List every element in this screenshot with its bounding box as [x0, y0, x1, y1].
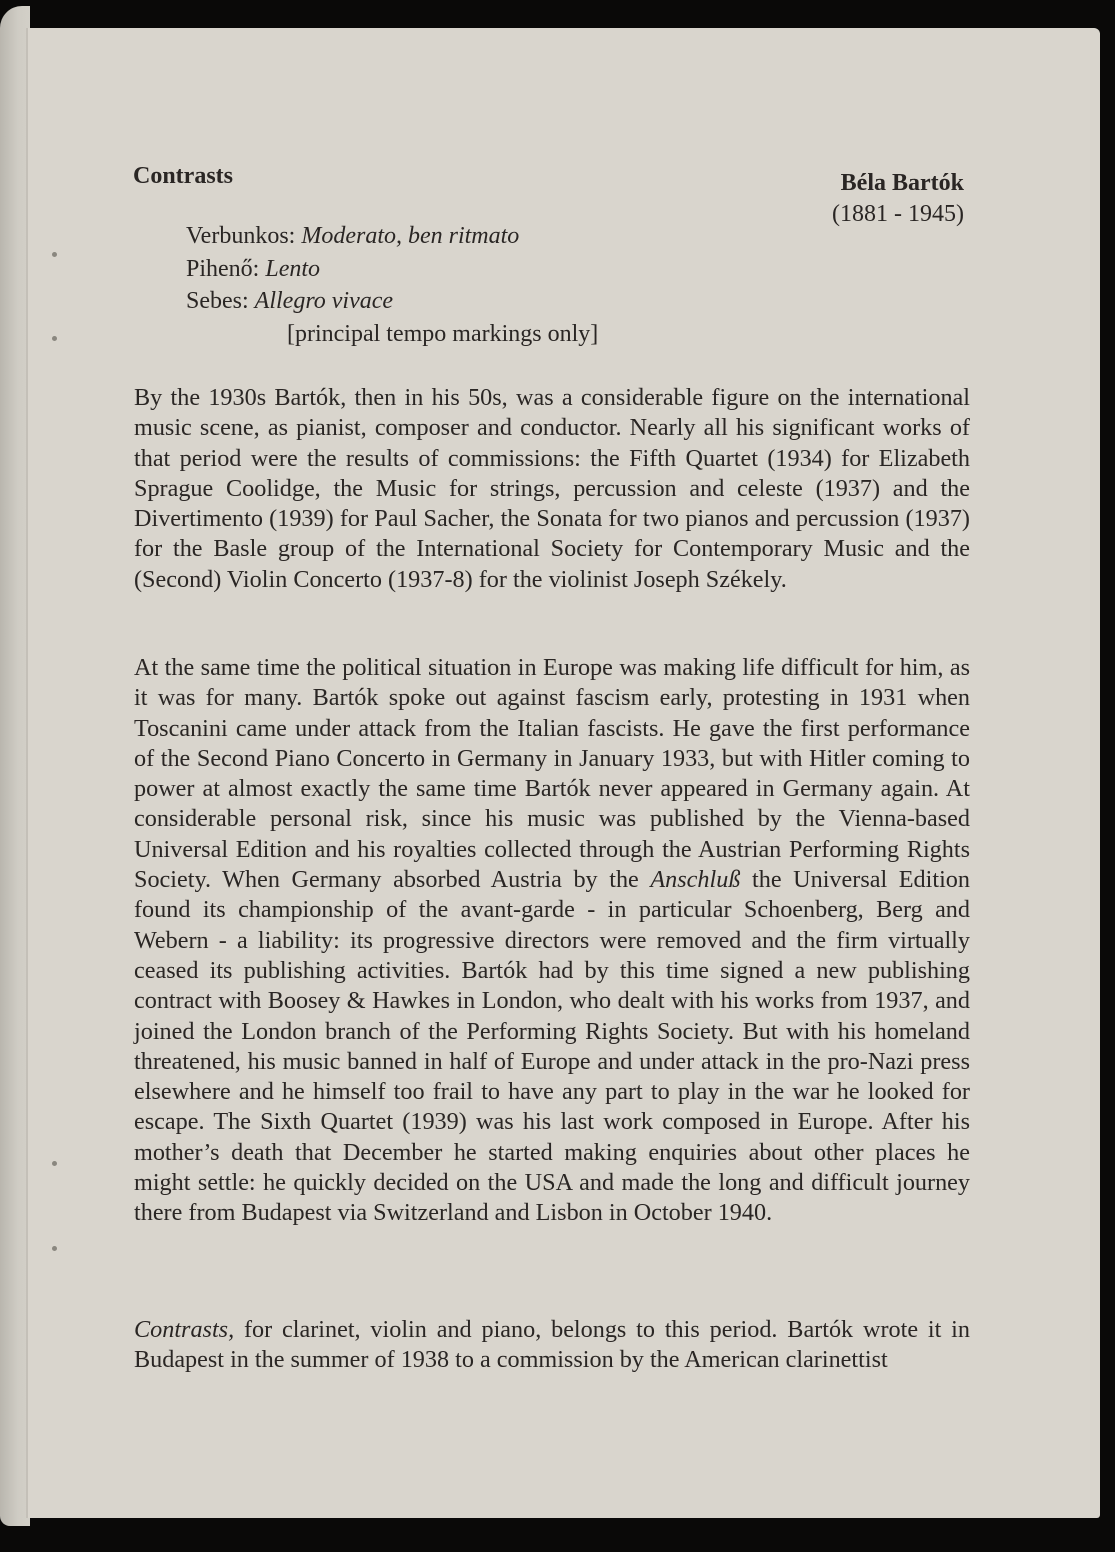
work-title-inline: Contrasts, — [134, 1316, 235, 1343]
movements-note: [principal tempo markings only] — [287, 320, 599, 347]
paragraph-politics — [134, 653, 970, 1229]
movement-name: Sebes: — [186, 288, 249, 314]
movement-name: Verbunkos: — [186, 223, 296, 249]
movement-tempo: Lento — [265, 255, 321, 282]
paragraph-text: for clarinet, violin and piano, belongs to this period. Bartók wrote it in Budapest in the summer of 1938 to a commission by the American clarinettist — [134, 1316, 970, 1373]
page-content — [26, 28, 1100, 1518]
movement-item — [186, 220, 598, 253]
paragraph-contrasts — [134, 1315, 970, 1375]
paragraph-text: the Universal Edition found its championship of the avant-garde - in particular Schoenberg, Berg and Webern - a liability: its progressive directors were removed and the firm virtually ceased its publishing activities. Bartók had by this time signed a new publishing contract with Boosey & Hawkes in London, who dealt with his works from 1937, and joined the London branch of the Performing Rights Society. But with his homeland threatened, his music banned in half of Europe and under attack in the pro-Nazi press elsewhere and he himself too frail to have any part to play in the war he looked for escape. The Sixth Quartet (1939) was his last work composed in Europe. After his mother’s death that December he started making enquiries about other places he might settle: he quickly decided on the USA and made the long and difficult journey there from Budapest via Switzerland and Lisbon in October 1940. — [134, 866, 970, 1227]
movement-item — [186, 253, 598, 286]
movement-name: Pihenő: — [186, 255, 260, 282]
movement-tempo: Moderato, ben ritmato — [301, 223, 520, 249]
paragraph-career: By the 1930s Bartók, then in his 50s, was a considerable figure on the international music scene, as pianist, composer and conductor. Nearly all his significant works of that period were the results of commissions: the Fifth Quartet (1934) for Elizabeth Sprague Coolidge, the Music for strings, percussion and celeste (1937) and the Divertimento (1939) for Paul Sacher, the Sonata for two pianos and percussion (1937) for the Basle group of the International Society for Contemporary Music and the (Second) Violin Concerto (1937-8) for the violinist Joseph Székely. — [134, 384, 970, 593]
document-page — [26, 28, 1100, 1518]
composer-name: Béla Bartók — [840, 170, 964, 196]
paragraph-text: At the same time the political situation in Europe was making life difficult for him, as it was for many. Bartók spoke out against fascism early, protesting in 1931 when Toscanini came under attack from the Italian fascists. He gave the first performance of the Second Piano Concerto in Germany in January 1933, but with Hitler coming to power at almost exactly the same time Bartók never appeared in Germany again. At considerable personal risk, since his music was published by the Vienna-based Universal Edition and his royalties collected through the Austrian Performing Rights Society. When Germany absorbed Austria by the — [134, 654, 970, 894]
work-title: Contrasts — [133, 163, 233, 189]
movement-list — [186, 220, 598, 350]
anschluss-term: Anschluß — [650, 866, 741, 894]
composer-dates: (1881 - 1945) — [832, 201, 964, 227]
movement-tempo: Allegro vivace — [254, 288, 394, 314]
composer-block — [832, 168, 964, 230]
movement-item — [186, 285, 598, 318]
